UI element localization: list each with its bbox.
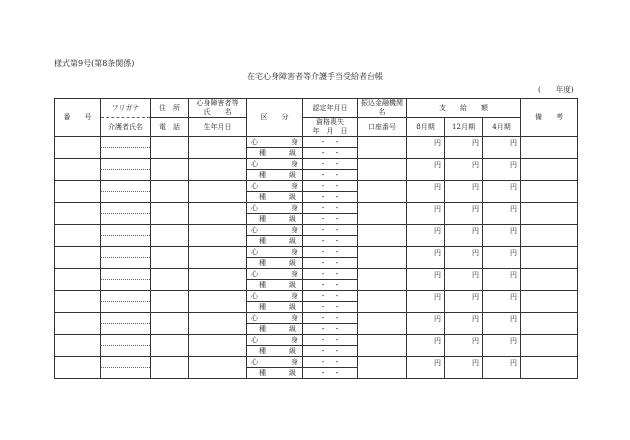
header-birth: 生年月日 <box>189 118 247 137</box>
ledger-row-10 <box>55 335 578 346</box>
cell-qualification-loss-date[interactable]: ・ ・ <box>303 280 358 291</box>
cell-category-shinshin[interactable] <box>247 203 303 214</box>
cell-address[interactable] <box>151 181 189 192</box>
header-qual-bottom: 年 月 日 <box>312 127 348 135</box>
cell-payment-apr[interactable]: 円 <box>483 225 521 247</box>
shinshin-b: 身 <box>291 313 298 322</box>
cell-caregiver-name[interactable] <box>101 302 151 313</box>
cell-category-shinshin[interactable] <box>247 247 303 258</box>
cell-bank[interactable] <box>358 137 407 148</box>
header-address: 住 所 <box>151 99 189 118</box>
shinshin-a: 心 <box>251 203 258 212</box>
cell-caregiver-name[interactable] <box>101 258 151 269</box>
cell-caregiver-name[interactable] <box>101 170 151 181</box>
header-phone: 電 話 <box>151 118 189 137</box>
cell-caregiver-name[interactable] <box>101 214 151 225</box>
cell-qualification-loss-date[interactable]: ・ ・ <box>303 302 358 313</box>
cell-caregiver-name[interactable] <box>101 236 151 247</box>
cell-account[interactable] <box>358 192 407 203</box>
shinshin-b: 身 <box>291 291 298 300</box>
cell-payment-aug[interactable]: 円 <box>407 159 445 181</box>
cell-furigana[interactable] <box>101 357 151 368</box>
cell-remarks[interactable] <box>521 137 578 159</box>
ledger-row-3 <box>55 181 578 192</box>
cell-bank[interactable] <box>358 357 407 368</box>
shubetsu-a: 種 <box>259 170 266 179</box>
cell-birth[interactable] <box>189 280 247 291</box>
cell-remarks[interactable] <box>521 291 578 313</box>
cell-disabled-name[interactable] <box>189 335 247 346</box>
cell-disabled-name[interactable] <box>189 357 247 368</box>
shubetsu-b: 級 <box>289 302 296 311</box>
cell-payment-dec[interactable]: 円 <box>445 159 483 181</box>
shinshin-b: 身 <box>291 335 298 344</box>
ledger-row-4 <box>55 203 578 214</box>
cell-category-shinshin[interactable] <box>247 137 303 148</box>
header-account: 口座番号 <box>358 118 407 137</box>
cell-caregiver-name[interactable] <box>101 280 151 291</box>
cell-number[interactable] <box>55 137 101 159</box>
cell-category-shinshin[interactable] <box>247 159 303 170</box>
header-disabled-name <box>189 99 247 118</box>
shubetsu-b: 級 <box>289 236 296 245</box>
cell-caregiver-name[interactable] <box>101 192 151 203</box>
cell-remarks[interactable] <box>521 247 578 269</box>
shinshin-b: 身 <box>291 269 298 278</box>
cell-birth[interactable] <box>189 192 247 203</box>
cell-account[interactable] <box>358 280 407 291</box>
cell-number[interactable] <box>55 181 101 203</box>
cell-payment-aug[interactable]: 円 <box>407 291 445 313</box>
cell-address[interactable] <box>151 335 189 346</box>
cell-account[interactable] <box>358 170 407 181</box>
shinshin-b: 身 <box>291 357 298 366</box>
shubetsu-a: 種 <box>259 280 266 289</box>
cell-number[interactable] <box>55 225 101 247</box>
cell-bank[interactable] <box>358 225 407 236</box>
cell-bank[interactable] <box>358 269 407 280</box>
cell-remarks[interactable] <box>521 357 578 379</box>
shubetsu-b: 級 <box>289 192 296 201</box>
cell-caregiver-name[interactable] <box>101 368 151 379</box>
cell-payment-dec[interactable]: 円 <box>445 313 483 335</box>
cell-disabled-name[interactable] <box>189 181 247 192</box>
shinshin-b: 身 <box>291 225 298 234</box>
cell-qualification-loss-date[interactable]: ・ ・ <box>303 192 358 203</box>
cell-address[interactable] <box>151 159 189 170</box>
header-disabled-name-bottom: 氏 名 <box>203 108 232 116</box>
cell-payment-apr[interactable]: 円 <box>483 357 521 379</box>
header-payment: 支 給 額 <box>407 99 521 118</box>
cell-address[interactable] <box>151 225 189 236</box>
cell-phone[interactable] <box>151 214 189 225</box>
shinshin-b: 身 <box>291 247 298 256</box>
cell-furigana[interactable] <box>101 203 151 214</box>
cell-category-shubetsu[interactable] <box>247 236 303 247</box>
header-bank: 振込金融機関名 <box>358 99 407 118</box>
cell-payment-apr[interactable]: 円 <box>483 335 521 357</box>
cell-furigana[interactable] <box>101 291 151 302</box>
cell-cert-date[interactable]: ・ ・ <box>303 335 358 346</box>
cell-category-shinshin[interactable] <box>247 225 303 236</box>
cell-address[interactable] <box>151 313 189 324</box>
cell-remarks[interactable] <box>521 159 578 181</box>
cell-payment-aug[interactable]: 円 <box>407 203 445 225</box>
cell-category-shubetsu[interactable] <box>247 368 303 379</box>
cell-payment-dec[interactable]: 円 <box>445 181 483 203</box>
header-category: 区 分 <box>247 99 303 137</box>
header-qual-top: 資格喪失 <box>316 118 344 126</box>
ledger-row-7 <box>55 269 578 280</box>
cell-number[interactable] <box>55 203 101 225</box>
cell-phone[interactable] <box>151 302 189 313</box>
shubetsu-a: 種 <box>259 192 266 201</box>
cell-furigana[interactable] <box>101 335 151 346</box>
ledger-row-6 <box>55 247 578 258</box>
cell-cert-date[interactable]: ・ ・ <box>303 247 358 258</box>
ledger-row-1 <box>55 137 578 148</box>
cell-payment-dec[interactable]: 円 <box>445 225 483 247</box>
cell-remarks[interactable] <box>521 313 578 335</box>
cell-category-shubetsu[interactable] <box>247 280 303 291</box>
cell-payment-aug[interactable]: 円 <box>407 137 445 159</box>
cell-number[interactable] <box>55 247 101 269</box>
cell-birth[interactable] <box>189 170 247 181</box>
cell-disabled-name[interactable] <box>189 291 247 302</box>
cell-address[interactable] <box>151 269 189 280</box>
cell-phone[interactable] <box>151 324 189 335</box>
cell-qualification-loss-date[interactable]: ・ ・ <box>303 148 358 159</box>
shinshin-b: 身 <box>291 203 298 212</box>
cell-payment-apr[interactable]: 円 <box>483 159 521 181</box>
cell-birth[interactable] <box>189 214 247 225</box>
cell-birth[interactable] <box>189 324 247 335</box>
cell-account[interactable] <box>358 324 407 335</box>
cell-number[interactable] <box>55 335 101 357</box>
cell-remarks[interactable] <box>521 269 578 291</box>
cell-category-shubetsu[interactable] <box>247 346 303 357</box>
shinshin-a: 心 <box>251 159 258 168</box>
cell-bank[interactable] <box>358 181 407 192</box>
cell-account[interactable] <box>358 368 407 379</box>
cell-payment-aug[interactable]: 円 <box>407 313 445 335</box>
cell-birth[interactable] <box>189 236 247 247</box>
cell-payment-dec[interactable]: 円 <box>445 335 483 357</box>
cell-birth[interactable] <box>189 346 247 357</box>
cell-payment-apr[interactable]: 円 <box>483 181 521 203</box>
header-remarks: 備 考 <box>521 99 578 137</box>
shinshin-a: 心 <box>251 313 258 322</box>
cell-category-shubetsu[interactable] <box>247 170 303 181</box>
header-qualification-loss <box>303 118 358 137</box>
cell-category-shinshin[interactable] <box>247 313 303 324</box>
cell-phone[interactable] <box>151 192 189 203</box>
cell-category-shubetsu[interactable] <box>247 302 303 313</box>
header-period-aug: 8月期 <box>407 118 445 137</box>
cell-payment-dec[interactable]: 円 <box>445 269 483 291</box>
header-period-dec: 12月期 <box>445 118 483 137</box>
header-period-apr: 4月期 <box>483 118 521 137</box>
cell-number[interactable] <box>55 159 101 181</box>
cell-payment-aug[interactable]: 円 <box>407 247 445 269</box>
cell-furigana[interactable] <box>101 269 151 280</box>
cell-category-shinshin[interactable] <box>247 269 303 280</box>
page-title: 在宅心身障害者等介護手当受給者台帳 <box>247 72 383 81</box>
cell-cert-date[interactable]: ・ ・ <box>303 159 358 170</box>
cell-disabled-name[interactable] <box>189 269 247 280</box>
cell-cert-date[interactable]: ・ ・ <box>303 313 358 324</box>
cell-account[interactable] <box>358 148 407 159</box>
cell-qualification-loss-date[interactable]: ・ ・ <box>303 214 358 225</box>
cell-payment-dec[interactable]: 円 <box>445 247 483 269</box>
cell-account[interactable] <box>358 214 407 225</box>
header-furigana: フリガナ <box>101 99 151 118</box>
cell-payment-dec[interactable]: 円 <box>445 203 483 225</box>
cell-category-shinshin[interactable] <box>247 291 303 302</box>
cell-category-shubetsu[interactable] <box>247 192 303 203</box>
cell-address[interactable] <box>151 203 189 214</box>
cell-phone[interactable] <box>151 236 189 247</box>
cell-category-shinshin[interactable] <box>247 335 303 346</box>
ledger-row-9 <box>55 313 578 324</box>
cell-bank[interactable] <box>358 291 407 302</box>
cell-category-shubetsu[interactable] <box>247 148 303 159</box>
cell-account[interactable] <box>358 236 407 247</box>
shinshin-a: 心 <box>251 181 258 190</box>
recipient-ledger-table <box>54 98 578 379</box>
cell-category-shubetsu[interactable] <box>247 214 303 225</box>
cell-payment-dec[interactable]: 円 <box>445 291 483 313</box>
cell-address[interactable] <box>151 357 189 368</box>
shinshin-a: 心 <box>251 225 258 234</box>
cell-furigana[interactable] <box>101 181 151 192</box>
cell-caregiver-name[interactable] <box>101 346 151 357</box>
shubetsu-a: 種 <box>259 148 266 157</box>
cell-remarks[interactable] <box>521 181 578 203</box>
cell-payment-apr[interactable]: 円 <box>483 203 521 225</box>
header-cert-date: 認定年月日 <box>303 99 358 118</box>
cell-payment-apr[interactable]: 円 <box>483 313 521 335</box>
cell-category-shubetsu[interactable] <box>247 258 303 269</box>
shubetsu-b: 級 <box>289 280 296 289</box>
shubetsu-b: 級 <box>289 214 296 223</box>
cell-furigana[interactable] <box>101 313 151 324</box>
shubetsu-a: 種 <box>259 302 266 311</box>
cell-caregiver-name[interactable] <box>101 324 151 335</box>
shinshin-a: 心 <box>251 247 258 256</box>
cell-address[interactable] <box>151 137 189 148</box>
cell-bank[interactable] <box>358 335 407 346</box>
cell-qualification-loss-date[interactable]: ・ ・ <box>303 170 358 181</box>
cell-birth[interactable] <box>189 258 247 269</box>
cell-remarks[interactable] <box>521 335 578 357</box>
cell-category-shinshin[interactable] <box>247 181 303 192</box>
shubetsu-b: 級 <box>289 324 296 333</box>
cell-bank[interactable] <box>358 159 407 170</box>
header-caregiver-name: 介護者氏名 <box>101 118 151 137</box>
cell-payment-aug[interactable]: 円 <box>407 181 445 203</box>
shubetsu-a: 種 <box>259 346 266 355</box>
cell-bank[interactable] <box>358 313 407 324</box>
cell-payment-apr[interactable]: 円 <box>483 247 521 269</box>
cell-account[interactable] <box>358 258 407 269</box>
cell-remarks[interactable] <box>521 225 578 247</box>
cell-remarks[interactable] <box>521 203 578 225</box>
cell-payment-dec[interactable]: 円 <box>445 357 483 379</box>
cell-furigana[interactable] <box>101 137 151 148</box>
cell-furigana[interactable] <box>101 225 151 236</box>
cell-bank[interactable] <box>358 203 407 214</box>
cell-number[interactable] <box>55 269 101 291</box>
shinshin-b: 身 <box>291 159 298 168</box>
cell-cert-date[interactable]: ・ ・ <box>303 225 358 236</box>
cell-phone[interactable] <box>151 148 189 159</box>
cell-disabled-name[interactable] <box>189 159 247 170</box>
cell-birth[interactable] <box>189 368 247 379</box>
cell-payment-dec[interactable]: 円 <box>445 137 483 159</box>
shubetsu-b: 級 <box>289 368 296 377</box>
cell-number[interactable] <box>55 313 101 335</box>
ledger-row-5 <box>55 225 578 236</box>
cell-disabled-name[interactable] <box>189 247 247 258</box>
shinshin-a: 心 <box>251 335 258 344</box>
cell-address[interactable] <box>151 247 189 258</box>
ledger-row-2 <box>55 159 578 170</box>
shubetsu-b: 級 <box>289 148 296 157</box>
shinshin-a: 心 <box>251 291 258 300</box>
cell-category-shinshin[interactable] <box>247 357 303 368</box>
shinshin-a: 心 <box>251 357 258 366</box>
cell-number[interactable] <box>55 357 101 379</box>
cell-payment-apr[interactable]: 円 <box>483 269 521 291</box>
shubetsu-b: 級 <box>289 346 296 355</box>
shubetsu-b: 級 <box>289 170 296 179</box>
cell-disabled-name[interactable] <box>189 225 247 236</box>
cell-caregiver-name[interactable] <box>101 148 151 159</box>
cell-payment-apr[interactable]: 円 <box>483 291 521 313</box>
cell-account[interactable] <box>358 302 407 313</box>
form-number: 様式第9号(第8条関係) <box>54 59 135 68</box>
cell-qualification-loss-date[interactable]: ・ ・ <box>303 258 358 269</box>
cell-disabled-name[interactable] <box>189 313 247 324</box>
shinshin-a: 心 <box>251 137 258 146</box>
shubetsu-b: 級 <box>289 258 296 267</box>
cell-phone[interactable] <box>151 368 189 379</box>
shubetsu-a: 種 <box>259 236 266 245</box>
cell-phone[interactable] <box>151 170 189 181</box>
cell-furigana[interactable] <box>101 247 151 258</box>
cell-account[interactable] <box>358 346 407 357</box>
cell-birth[interactable] <box>189 148 247 159</box>
cell-address[interactable] <box>151 291 189 302</box>
cell-qualification-loss-date[interactable]: ・ ・ <box>303 346 358 357</box>
cell-furigana[interactable] <box>101 159 151 170</box>
cell-birth[interactable] <box>189 302 247 313</box>
cell-cert-date[interactable]: ・ ・ <box>303 291 358 302</box>
cell-number[interactable] <box>55 291 101 313</box>
header-disabled-name-top: 心身障害者等 <box>196 99 239 107</box>
shubetsu-a: 種 <box>259 258 266 267</box>
cell-cert-date[interactable]: ・ ・ <box>303 269 358 280</box>
cell-cert-date[interactable]: ・ ・ <box>303 137 358 148</box>
cell-payment-aug[interactable]: 円 <box>407 225 445 247</box>
cell-phone[interactable] <box>151 258 189 269</box>
cell-qualification-loss-date[interactable]: ・ ・ <box>303 236 358 247</box>
ledger-row-8 <box>55 291 578 302</box>
header-number: 番 号 <box>55 99 101 137</box>
shinshin-b: 身 <box>291 181 298 190</box>
fiscal-year-label: ( 年度) <box>538 85 574 94</box>
cell-qualification-loss-date[interactable]: ・ ・ <box>303 324 358 335</box>
ledger-row-11 <box>55 357 578 368</box>
cell-disabled-name[interactable] <box>189 137 247 148</box>
cell-bank[interactable] <box>358 247 407 258</box>
cell-disabled-name[interactable] <box>189 203 247 214</box>
cell-category-shubetsu[interactable] <box>247 324 303 335</box>
cell-payment-aug[interactable]: 円 <box>407 357 445 379</box>
cell-phone[interactable] <box>151 346 189 357</box>
shubetsu-a: 種 <box>259 368 266 377</box>
cell-payment-apr[interactable]: 円 <box>483 137 521 159</box>
shubetsu-a: 種 <box>259 214 266 223</box>
shinshin-a: 心 <box>251 269 258 278</box>
shubetsu-a: 種 <box>259 324 266 333</box>
shinshin-b: 身 <box>291 137 298 146</box>
cell-phone[interactable] <box>151 280 189 291</box>
cell-payment-aug[interactable]: 円 <box>407 269 445 291</box>
cell-payment-aug[interactable]: 円 <box>407 335 445 357</box>
cell-cert-date[interactable]: ・ ・ <box>303 203 358 214</box>
cell-qualification-loss-date[interactable]: ・ ・ <box>303 368 358 379</box>
cell-cert-date[interactable]: ・ ・ <box>303 181 358 192</box>
cell-cert-date[interactable]: ・ ・ <box>303 357 358 368</box>
